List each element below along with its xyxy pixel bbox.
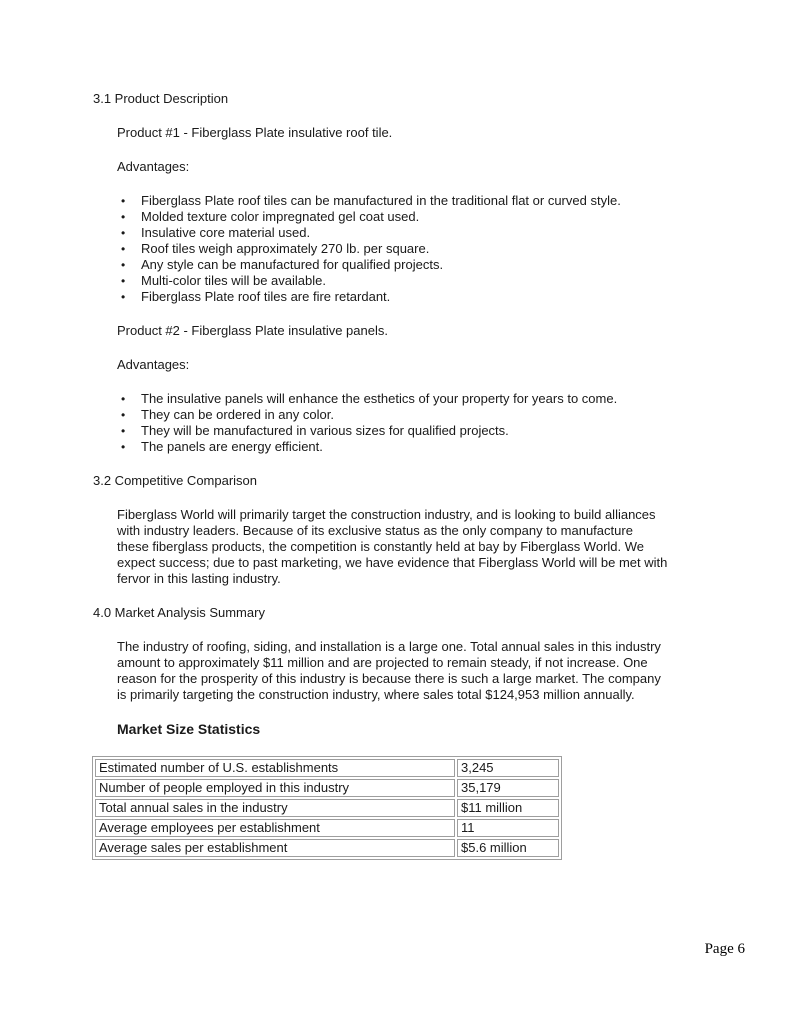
table-cell-value: 11 [457,819,559,837]
paragraph-line: reason for the prosperity of this industry is because there is such a large market. The company [117,671,661,686]
paragraph-line: The industry of roofing, siding, and installation is a large one. Total annual sales in this industry [117,639,661,654]
bullet-text: The insulative panels will enhance the esthetics of your property for years to come. [141,391,618,406]
bullet-text: They can be ordered in any color. [141,407,334,422]
table-cell-value: $5.6 million [457,839,559,857]
bullet-item [121,391,745,407]
paragraph-competitive-comparison [117,507,745,587]
bullet-text: Insulative core material used. [141,225,311,240]
bullet-text: Molded texture color impregnated gel coat used. [141,209,420,224]
bullet-icon: • [121,424,126,438]
bullet-text: Fiberglass Plate roof tiles are fire retardant. [141,289,391,304]
table-row [95,819,559,837]
table-row [95,759,559,777]
paragraph-market-analysis [117,639,745,703]
bullet-text: Fiberglass Plate roof tiles can be manufactured in the traditional flat or curved style. [141,193,621,208]
bullet-text: They will be manufactured in various sizes for qualified projects. [141,423,509,438]
bullet-text: The panels are energy efficient. [141,439,323,454]
bullet-item [121,439,745,455]
bullet-item [121,241,745,257]
table-cell-label: Average sales per establishment [95,839,455,857]
table-cell-label: Number of people employed in this industry [95,779,455,797]
table-row [95,799,559,817]
table-cell-value: 3,245 [457,759,559,777]
bullet-icon: • [121,392,126,406]
bullet-icon: • [121,274,126,288]
paragraph-line: fervor in this lasting industry. [117,571,281,586]
bullet-icon: • [121,290,126,304]
product-1-advantages-label: Advantages: [117,159,190,174]
table-row [95,779,559,797]
paragraph-line: is primarily targeting the construction industry, where sales total $124,953 million annually. [117,687,635,702]
paragraph-line: these fiberglass products, the competition is constantly held at bay by Fiberglass World. We [117,539,645,554]
section-heading-3-2: 3.2 Competitive Comparison [93,473,258,488]
product-2-bullet-list [93,391,745,455]
paragraph-line: amount to approximately $11 million and are projected to remain steady, if not increase. One [117,655,648,670]
table-cell-value: $11 million [457,799,559,817]
bullet-item [121,289,745,305]
bullet-text: Multi-color tiles will be available. [141,273,326,288]
bullet-item [121,193,745,209]
bullet-text: Any style can be manufactured for qualified projects. [141,257,444,272]
table-row [95,839,559,857]
bullet-item [121,423,745,439]
paragraph-line: expect success; due to past marketing, we have evidence that Fiberglass World will be met with [117,555,668,570]
table-cell-label: Estimated number of U.S. establishments [95,759,455,777]
market-size-table [92,756,562,860]
bullet-text: Roof tiles weigh approximately 270 lb. per square. [141,241,430,256]
product-1-title: Product #1 - Fiberglass Plate insulative roof tile. [117,125,393,140]
bullet-item [121,273,745,289]
bullet-item [121,407,745,423]
bullet-icon: • [121,440,126,454]
product-2-advantages-label: Advantages: [117,357,190,372]
bullet-icon: • [121,258,126,272]
bullet-icon: • [121,408,126,422]
paragraph-line: Fiberglass World will primarily target the construction industry, and is looking to build alliances [117,507,656,522]
table-cell-value: 35,179 [457,779,559,797]
product-2-title: Product #2 - Fiberglass Plate insulative panels. [117,323,388,338]
bullet-item [121,257,745,273]
table-cell-label: Total annual sales in the industry [95,799,455,817]
table-cell-label: Average employees per establishment [95,819,455,837]
page-number: Page 6 [704,941,745,957]
bullet-icon: • [121,242,126,256]
bullet-item [121,225,745,241]
paragraph-line: with industry leaders. Because of its exclusive status as the only company to manufacture [117,523,633,538]
market-size-statistics-title: Market Size Statistics [117,721,261,737]
bullet-icon: • [121,226,126,240]
product-1-bullet-list [93,193,745,305]
bullet-icon: • [121,210,126,224]
bullet-item [121,209,745,225]
section-heading-3-1: 3.1 Product Description [93,91,229,106]
section-heading-4-0: 4.0 Market Analysis Summary [93,605,265,620]
bullet-icon: • [121,194,126,208]
